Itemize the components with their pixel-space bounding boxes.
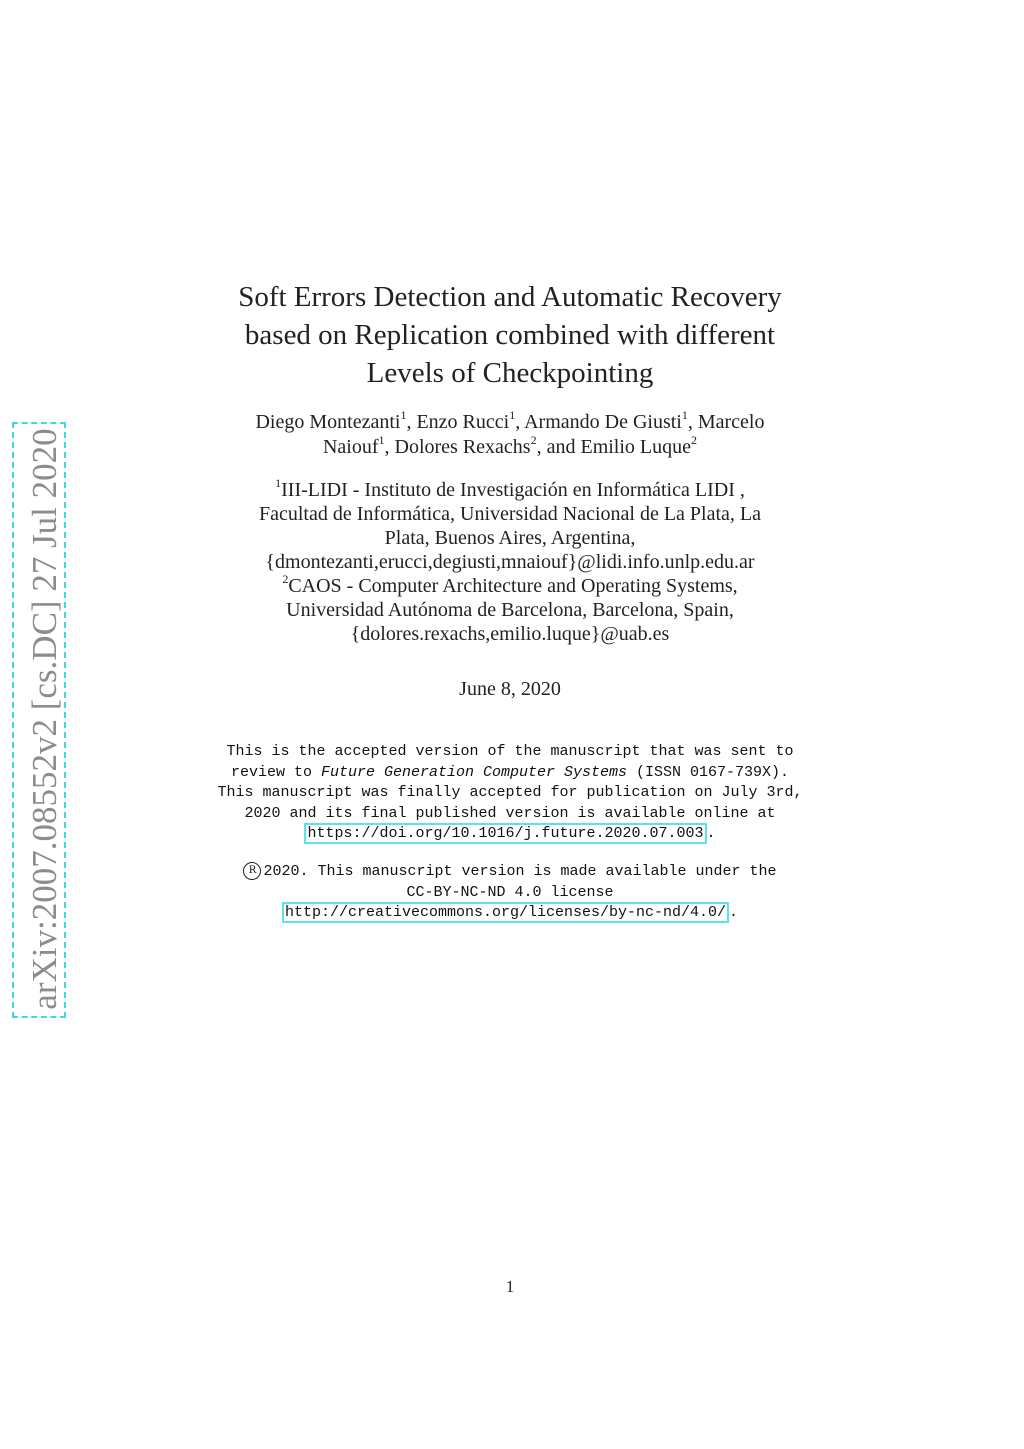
author-montezanti: Diego Montezanti xyxy=(255,411,401,433)
note-line-5: https://doi.org/10.1016/j.future.2020.07.003 . xyxy=(180,824,840,845)
license-line-1: R 2020. This manuscript version is made available under the xyxy=(180,862,840,883)
affiliation-1-line-2: Facultad de Informática, Universidad Nacional de La Plata, La xyxy=(258,503,762,525)
affil-marker: 1 xyxy=(378,433,385,448)
affil-marker: 1 xyxy=(275,476,282,491)
arxiv-identifier[interactable]: arXiv:2007.08552v2 [cs.DC] 27 Jul 2020 xyxy=(25,428,64,1010)
affiliation-1-line-3: Plata, Buenos Aires, Argentina, xyxy=(384,527,636,549)
author-rexachs: , Dolores Rexachs xyxy=(384,436,531,458)
author-line-2 xyxy=(200,435,820,460)
affiliation-1-line-1: $^1$III-LIDI - Instituto de Investigación en Informática LIDI , xyxy=(275,476,745,501)
title-line-2: based on Replication combined with different xyxy=(244,319,776,351)
affiliations xyxy=(200,478,820,646)
affiliation-2-line-1: $^2$CAOS - Computer Architecture and Operating Systems, xyxy=(282,572,738,597)
license-link[interactable]: http://creativecommons.org/licenses/by-nc-nd/4.0/ xyxy=(282,902,729,923)
registered-icon: R xyxy=(243,862,261,880)
author-de-giusti: , Armando De Giusti xyxy=(515,411,682,433)
author-line-1 xyxy=(200,410,820,435)
journal-name: Future Generation Computer Systems xyxy=(320,763,628,781)
affiliation-2-email: {dolores.rexachs,emilio.luque}@uab.es xyxy=(350,623,670,645)
page-number: 1 xyxy=(505,1277,515,1296)
paper-date: June 8, 2020 xyxy=(459,678,561,700)
author-list xyxy=(200,410,820,460)
note-line-2: review to Future Generation Computer Systems (ISSN 0167-739X). xyxy=(230,763,790,781)
affil-marker: 2 xyxy=(282,572,289,587)
affil-marker: 1 xyxy=(681,408,688,423)
note-line-4: 2020 and its final published version is available online at xyxy=(244,804,776,822)
license-note xyxy=(180,862,840,924)
affil-marker: 2 xyxy=(691,433,698,448)
author-naiouf-last: Naiouf xyxy=(322,436,379,458)
doi-link[interactable]: https://doi.org/10.1016/j.future.2020.07.003 xyxy=(304,823,706,844)
license-line-3: http://creativecommons.org/licenses/by-nc-nd/4.0/ . xyxy=(180,903,840,924)
affil-marker: 1 xyxy=(400,408,407,423)
title-line-1: Soft Errors Detection and Automatic Recovery xyxy=(238,281,782,313)
paper-title xyxy=(200,278,820,392)
note-line-1: This is the accepted version of the manuscript that was sent to xyxy=(226,743,794,760)
affiliation-1-email: {dmontezanti,erucci,degiusti,mnaiouf}@lidi.info.unlp.edu.ar xyxy=(265,551,755,573)
affil-marker: 1 xyxy=(509,408,516,423)
affil-marker: 2 xyxy=(530,433,537,448)
note-line-3: This manuscript was finally accepted for publication on July 3rd, xyxy=(217,784,803,801)
license-line-2: CC-BY-NC-ND 4.0 license xyxy=(406,883,614,901)
author-rucci: , Enzo Rucci xyxy=(406,411,510,433)
author-luque: , and Emilio Luque xyxy=(536,436,692,458)
affiliation-2-line-2: Universidad Autónoma de Barcelona, Barcelona, Spain, xyxy=(286,599,734,621)
acceptance-note xyxy=(180,742,840,845)
author-naiouf-first: , Marcelo xyxy=(687,411,765,433)
title-line-3: Levels of Checkpointing xyxy=(366,357,654,389)
